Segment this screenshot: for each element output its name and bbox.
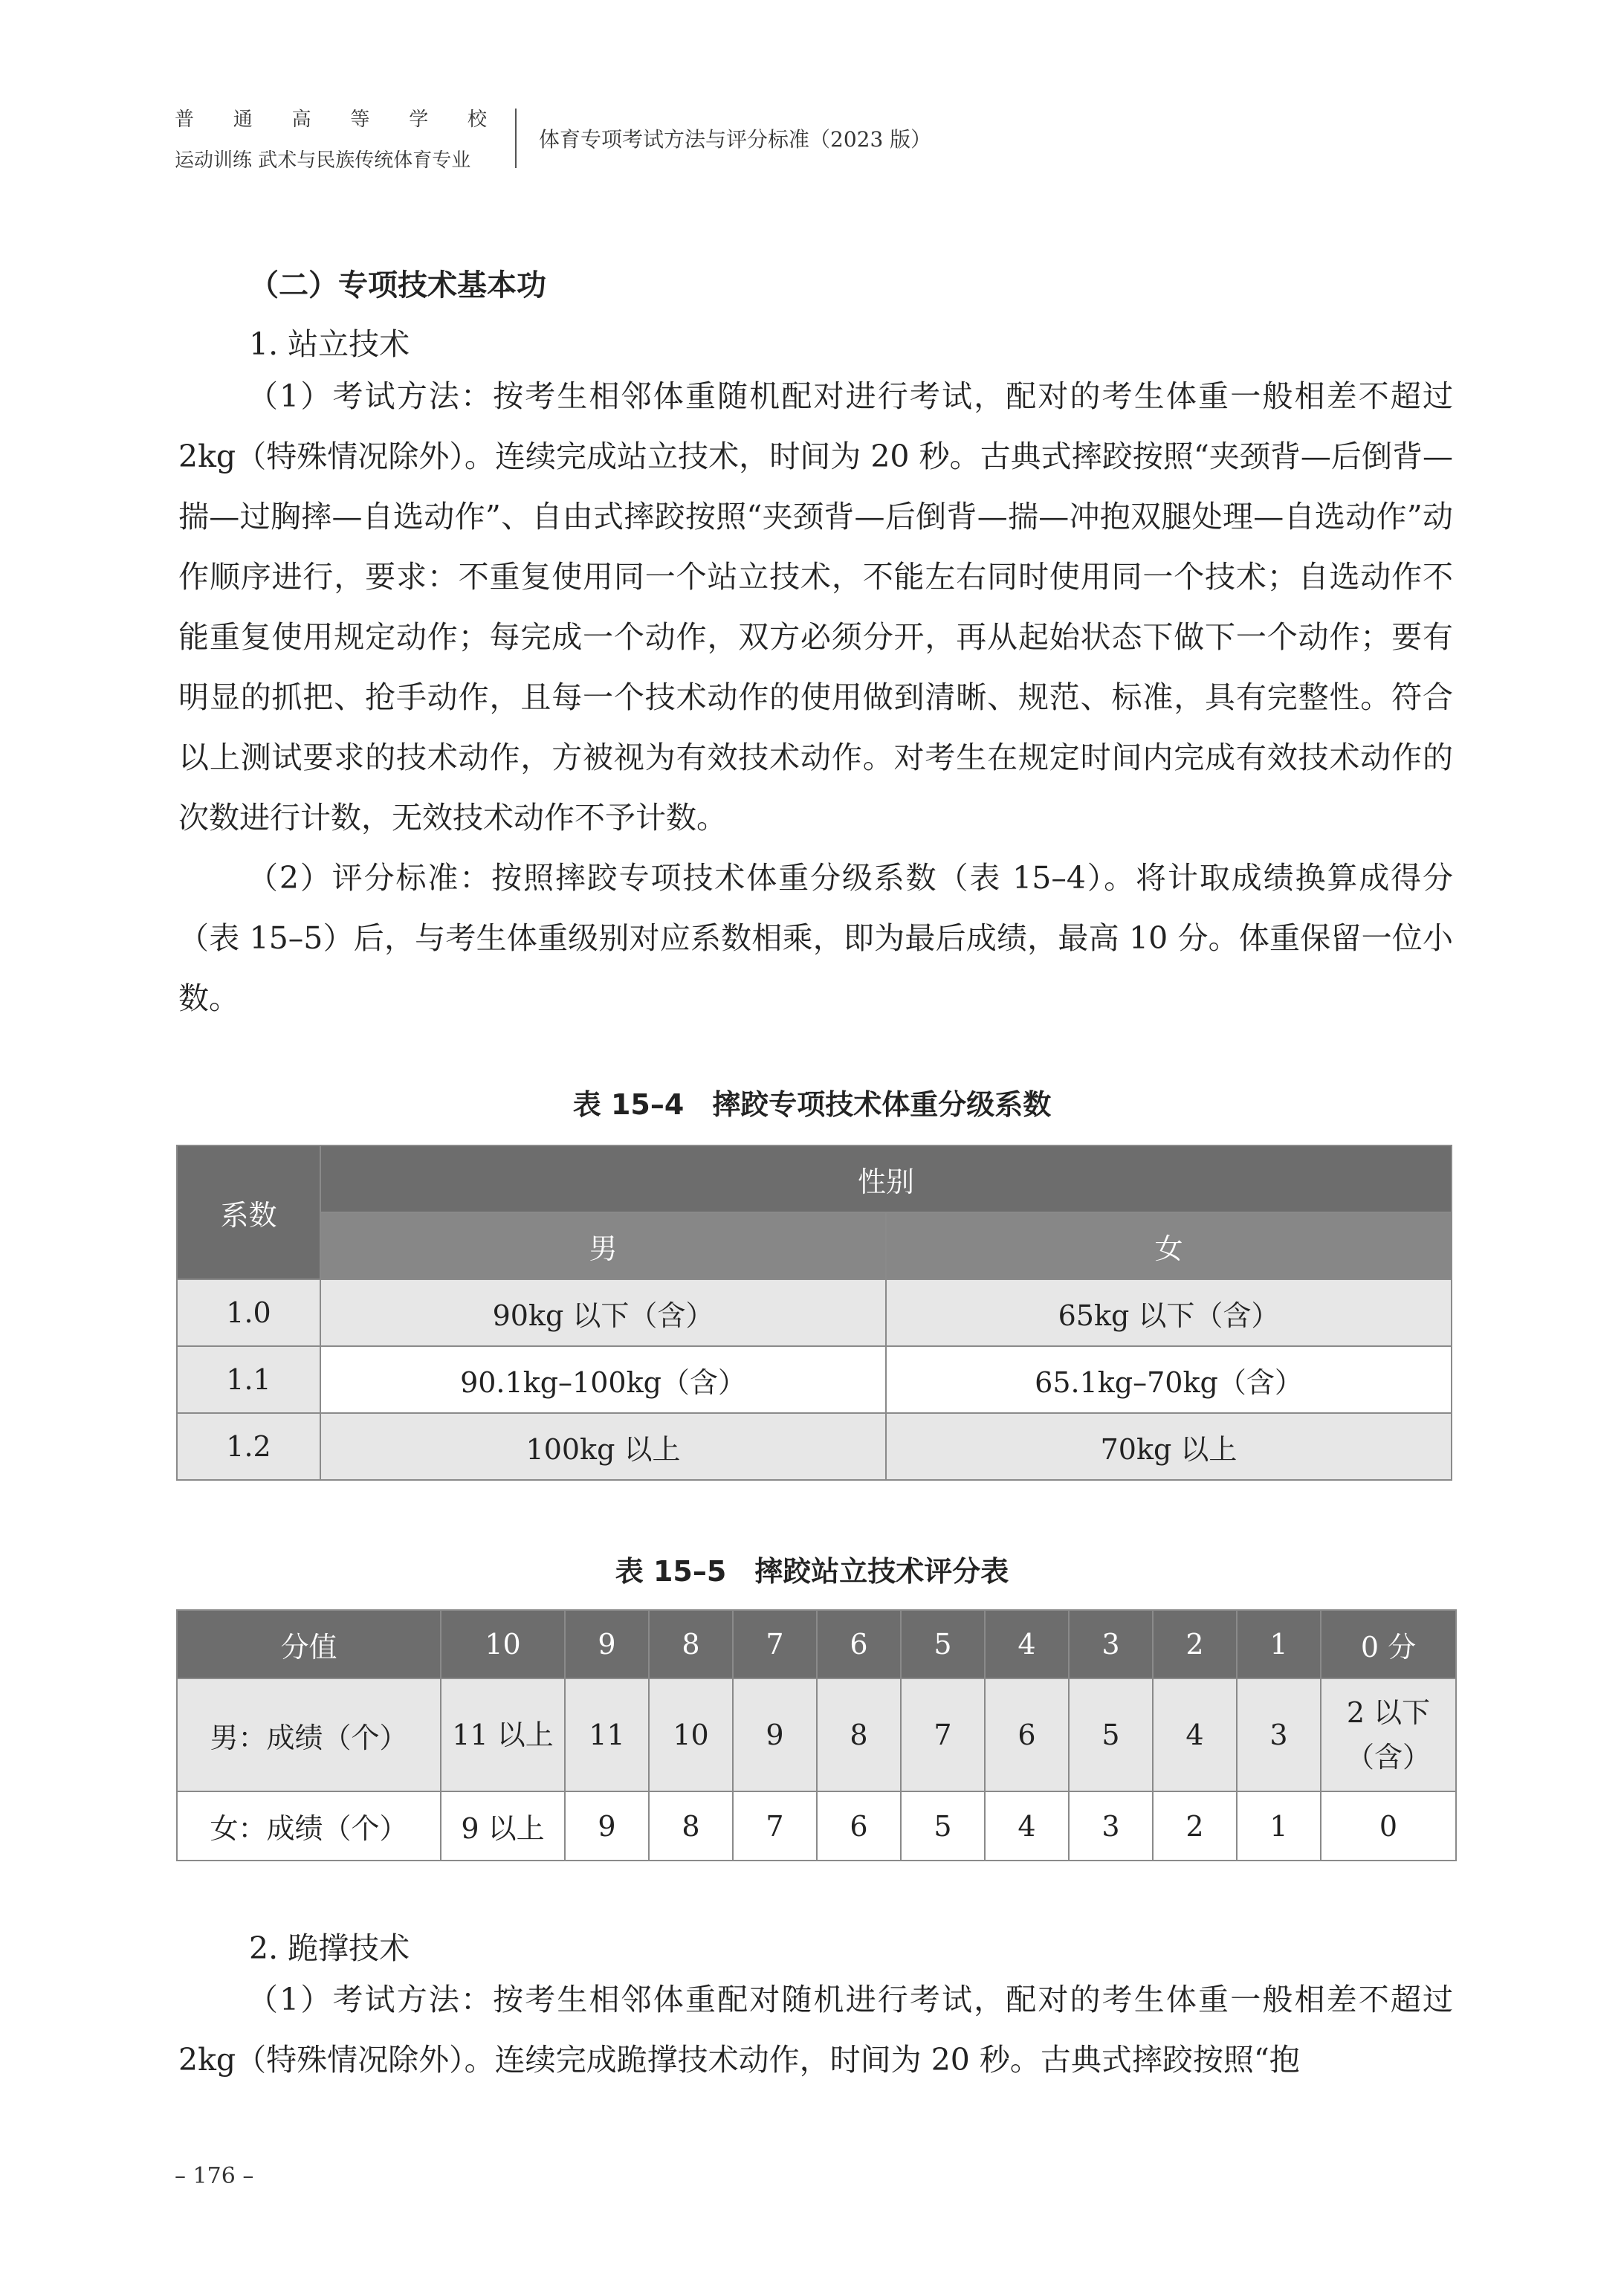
header-school [175, 104, 487, 132]
coef-cell: 1.1 [177, 1346, 320, 1413]
col-coef-header: 系数 [177, 1145, 320, 1279]
male-result-cell: 8 [817, 1678, 901, 1791]
male-score-row [177, 1678, 1456, 1791]
score-header-cell: 1 [1237, 1610, 1321, 1678]
standing-technique-score-table [176, 1609, 1457, 1861]
male-row-label: 男：成绩（个） [177, 1678, 441, 1791]
table-15-5-caption: 表 15–5 摔跤站立技术评分表 [615, 1555, 1009, 1588]
male-result-cell: 6 [985, 1678, 1069, 1791]
female-result-cell: 8 [649, 1791, 733, 1861]
item2-title: 2. 跪撑技术 [249, 1930, 410, 1966]
header-school-char: 高 [291, 109, 311, 131]
score-header-cell: 4 [985, 1610, 1069, 1678]
score-header-cell: 3 [1069, 1610, 1153, 1678]
score-header-cell: 8 [649, 1610, 733, 1678]
header-school-char: 等 [350, 109, 370, 131]
score-header-cell: 9 [565, 1610, 649, 1678]
header-school-char: 通 [233, 109, 253, 131]
male-result-cell: 7 [901, 1678, 985, 1791]
female-result-cell: 0 [1321, 1791, 1456, 1861]
header-school-char: 学 [409, 109, 429, 131]
header-book-title: 体育专项考试方法与评分标准（2023 版） [539, 127, 932, 152]
female-result-cell: 3 [1069, 1791, 1153, 1861]
male-weight-cell: 90kg 以下（含） [320, 1279, 886, 1346]
female-score-row [177, 1791, 1456, 1861]
running-header [175, 104, 1141, 171]
score-header-row [177, 1610, 1456, 1678]
female-result-cell: 1 [1237, 1791, 1321, 1861]
male-result-cell: 3 [1237, 1678, 1321, 1791]
male-result-cell: 11 以上 [441, 1678, 565, 1791]
male-result-cell: 4 [1153, 1678, 1237, 1791]
header-left [175, 104, 496, 172]
male-weight-cell: 100kg 以上 [320, 1413, 886, 1480]
weight-coefficient-table [176, 1145, 1452, 1481]
table-row [177, 1279, 1452, 1346]
female-weight-cell: 65kg 以下（含） [886, 1279, 1452, 1346]
item1-scoring-paragraph: （2）评分标准：按照摔跤专项技术体重分级系数（表 15–4）。将计取成绩换算成得分（表 15–5）后，与考生体重级别对应系数相乘，即为最后成绩，最高 10 分。体重保留一位小数。 [178, 860, 1453, 1016]
score-header-cell: 5 [901, 1610, 985, 1678]
score-header-cell: 0 分 [1321, 1610, 1456, 1678]
header-school-char: 校 [467, 109, 487, 131]
item2-method-paragraph: （1）考试方法：按考生相邻体重配对随机进行考试，配对的考生体重一般相差不超过 2kg（特殊情况除外）。连续完成跪撑技术动作，时间为 20 秒。古典式摔跤按照“抱 [178, 1982, 1453, 2078]
female-row-label: 女：成绩（个） [177, 1791, 441, 1861]
male-result-cell: 11 [565, 1678, 649, 1791]
coef-cell: 1.0 [177, 1279, 320, 1346]
table-row [177, 1346, 1452, 1413]
page-number: – 176 – [175, 2163, 254, 2189]
table-row [177, 1413, 1452, 1480]
male-result-cell: 5 [1069, 1678, 1153, 1791]
female-result-cell: 6 [817, 1791, 901, 1861]
score-header-cell: 10 [441, 1610, 565, 1678]
female-result-cell: 9 [565, 1791, 649, 1861]
female-result-cell: 9 以上 [441, 1791, 565, 1861]
item1-method-paragraph: （1）考试方法：按考生相邻体重随机配对进行考试，配对的考生体重一般相差不超过 2kg（特殊情况除外）。连续完成站立技术，时间为 20 秒。古典式摔跤按照“夹颈背—后倒背—揣—过胸摔—自选动作”、自由式摔跤按照“夹颈背—后倒背—揣—冲抱双腿处理—自选动作”动作顺序进行，要求：不重复使用同一个站立技术，不能左右同时使用同一个技术；自选动作不能重复使用规定动作；每完成一个动作，双方必须分开，再从起始状态下做下一个动作；要有明显的抓把、抢手动作，且每一个技术动作的使用做到清晰、规范、标准，具有完整性。符合以上测试要求的技术动作，方被视为有效技术动作。对考生在规定时间内完成有效技术动作的次数进行计数，无效技术动作不予计数。 [178, 378, 1453, 835]
female-result-cell: 4 [985, 1791, 1069, 1861]
section-heading: （二）专项技术基本功 [249, 268, 546, 303]
score-label-header: 分值 [177, 1610, 441, 1678]
header-major: 运动训练 武术与民族传统体育专业 [175, 149, 471, 172]
coef-cell: 1.2 [177, 1413, 320, 1480]
female-result-cell: 5 [901, 1791, 985, 1861]
female-weight-cell: 65.1kg–70kg（含） [886, 1346, 1452, 1413]
score-header-cell: 2 [1153, 1610, 1237, 1678]
female-result-cell: 2 [1153, 1791, 1237, 1861]
female-result-cell: 7 [733, 1791, 817, 1861]
score-header-cell: 6 [817, 1610, 901, 1678]
female-weight-cell: 70kg 以上 [886, 1413, 1452, 1480]
header-school-char: 普 [175, 109, 195, 131]
male-result-cell: 10 [649, 1678, 733, 1791]
male-result-cell: 9 [733, 1678, 817, 1791]
header-divider [515, 109, 517, 168]
male-weight-cell: 90.1kg–100kg（含） [320, 1346, 886, 1413]
item1-title: 1. 站立技术 [249, 326, 410, 362]
col-gender-header: 性别 [320, 1145, 1452, 1212]
score-header-cell: 7 [733, 1610, 817, 1678]
col-male-header: 男 [320, 1212, 886, 1279]
male-result-cell: 2 以下（含） [1321, 1678, 1456, 1791]
col-female-header: 女 [886, 1212, 1452, 1279]
table-15-4-caption: 表 15–4 摔跤专项技术体重分级系数 [572, 1088, 1052, 1121]
